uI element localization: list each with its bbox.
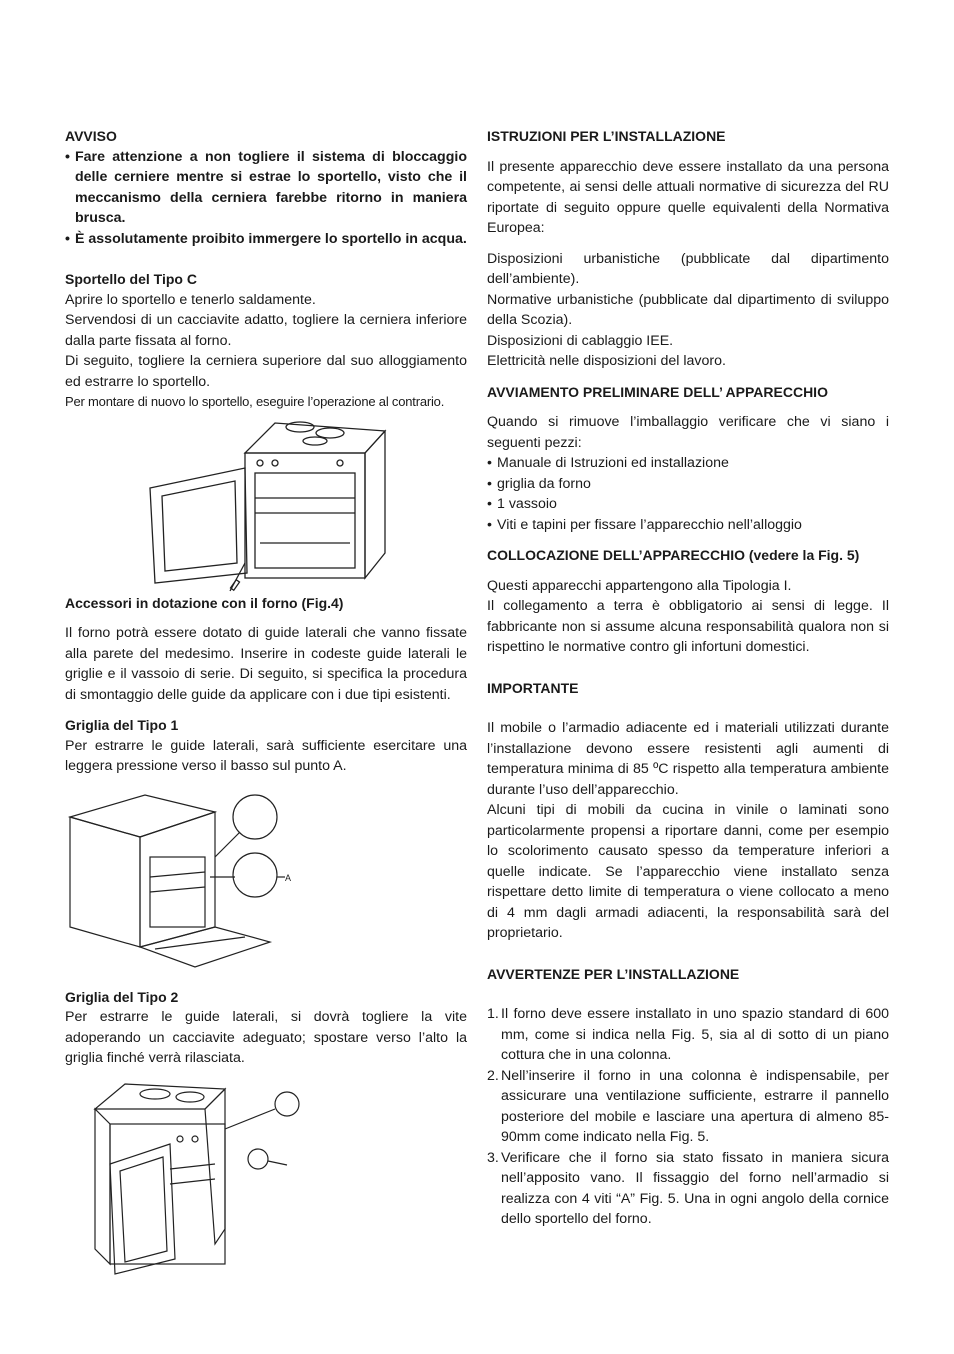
griglia1-text: Per estrarre le guide laterali, sarà sufficiente esercitare una leggera pressione verso il basso sul punto A. — [65, 737, 467, 774]
importante-text: Alcuni tipi di mobili da cucina in vinile o laminati sono particolarmente propensi a riportare danni, come per esempio lo scolorimento causato spesso da temperature inferiori a quelle indicate. Se l’apparecchio viene installato senza rispettare detto limite di temperatura o viene collocato a meno di 4 mm dagli armadi adiacenti, la responsabilità sarà del proprietario. — [487, 802, 889, 941]
istruzioni-title: ISTRUZIONI PER L’INSTALLAZIONE — [487, 128, 726, 144]
avviso-title: AVVISO — [65, 128, 117, 144]
griglia2-text: Per estrarre le guide laterali, si dovrà togliere la vite adoperando un cacciavite adeguato; spostare verso l’alto la griglia finché verrà rilasciata. — [65, 1009, 467, 1066]
disposizioni-line: Normative urbanistiche (pubblicate dal dipartimento di sviluppo della Scozia). — [487, 291, 889, 328]
list-item — [487, 1066, 889, 1148]
point-a-label: A — [285, 872, 292, 883]
avvertenze-title: AVVERTENZE PER L’INSTALLAZIONE — [487, 965, 740, 982]
accessori-text: Il forno potrà essere dotato di guide laterali che vanno fissate alla parete del medesimo. Inserire in codeste guide laterali le griglie e il vassoio di serie. Di seguito, si specifica la procedura di smontaggio delle guide da applicare con i due tipi esistenti. — [65, 625, 467, 703]
oven-door-illustration — [65, 413, 467, 593]
item-text: Nell’inserire il forno in una colonna è indispensabile, per assicurare una ventilazione sufficiente, estrarre il pannello posteriore del mobile e lasciare una apertura di almeno 85-90mm come indicato nella Fig. 5. — [501, 1067, 889, 1145]
griglia2-title: Griglia del Tipo 2 — [65, 988, 179, 1005]
list-item — [487, 1004, 889, 1066]
disposizioni-line: Elettricità nelle disposizioni del lavoro. — [487, 353, 726, 369]
importante-title: IMPORTANTE — [487, 679, 579, 696]
avviamento-title: AVVIAMENTO PRELIMINARE DELL’ APPARECCHIO — [487, 383, 828, 400]
item-text: Verificare che il forno sia stato fissato in maniera sicura nell’apposito vano. Il fissaggio del forno nell’armadio si realizza con 4 viti “A” Fig. 5. Una in ogni angolo della cornice dello sportello del forno. — [501, 1149, 889, 1227]
collocazione-title-main: COLLOCAZIONE DELL’APPARECCHIO — [487, 547, 745, 563]
collocazione-title-suffix: (vedere la Fig. 5) — [744, 547, 860, 563]
collocazione-line: Il collegamento a terra è obbligatorio ai sensi di legge. Il fabbricante non si assume alcuna responsabilità qualora non si rispettino le normative contro gli infortuni domestici. — [487, 598, 889, 655]
disposizioni-line: Disposizioni urbanistiche (pubblicate dal dipartimento dell’ambiente). — [487, 250, 889, 287]
avviamento-list — [487, 453, 889, 535]
item-number: 3. — [487, 1149, 499, 1166]
list-item: • 1 vassoio — [487, 494, 889, 515]
collocazione-line: Questi apparecchi appartengono alla Tipologia I. — [487, 577, 792, 594]
list-item: • griglia da forno — [487, 474, 889, 495]
tipo-c-line: Servendosi di un cacciavite adatto, togliere la cerniera inferiore dalla parte fissata al forno. — [65, 312, 467, 349]
tipo-c-note: Per montare di nuovo lo sportello, eseguire l’operazione al contrario. — [65, 394, 445, 409]
list-item: • Viti e tapini per fissare l’apparecchio nell’alloggio — [487, 515, 889, 536]
importante-text: Il mobile o l’armadio adiacente ed i materiali utilizzati durante l’installazione devono essere resistenti agli aumenti di temperatura minima di 85 ºC rispetto alla temperatura ambiente durante l’uso dell’apparecchio. — [487, 720, 889, 798]
item-number: 2. — [487, 1067, 499, 1084]
tipo-c-line: Aprire lo sportello e tenerlo saldamente. — [65, 291, 316, 308]
list-item: • Fare attenzione a non togliere il sistema di bloccaggio delle cerniere mentre si estrae lo sportello, visto che il meccanismo della cerniera farebbe ritorno in maniera brusca. — [65, 147, 467, 229]
tipo-c-line: Di seguito, togliere la cerniera superiore dal suo alloggiamento ed estrarre lo sportello. — [65, 353, 467, 390]
tipo-c-title: Sportello del Tipo C — [65, 271, 197, 287]
avvertenze-list — [487, 1004, 889, 1230]
disposizioni-line: Disposizioni di cablaggio IEE. — [487, 332, 674, 349]
accessori-title: Accessori in dotazione con il forno (Fig.4) — [65, 594, 344, 611]
rack-type2-illustration — [65, 1069, 467, 1284]
right-column — [487, 126, 889, 1230]
item-text: Il forno deve essere installato in uno spazio standard di 600 mm, come si indica nella Fig. 5, sia al di sotto di un piano cottura che in una colonna. — [501, 1006, 889, 1063]
avviso-list — [65, 147, 467, 250]
avviamento-text: Quando si rimuove l’imballaggio verificare che vi siano i seguenti pezzi: — [487, 414, 889, 451]
griglia1-title: Griglia del Tipo 1 — [65, 717, 179, 733]
rack-type1-illustration — [65, 777, 467, 977]
list-item — [487, 1148, 889, 1230]
list-item: • Manuale di Istruzioni ed installazione — [487, 453, 889, 474]
collocazione-title — [487, 545, 889, 566]
istruzioni-text: Il presente apparecchio deve essere installato da una persona competente, ai sensi delle attuali normative di sicurezza del RU riportate di seguito oppure quelle equivalenti della Normativa Europea: — [487, 158, 889, 236]
left-column — [65, 126, 467, 1284]
list-item: • È assolutamente proibito immergere lo sportello in acqua. — [65, 229, 467, 250]
item-number: 1. — [487, 1006, 499, 1022]
